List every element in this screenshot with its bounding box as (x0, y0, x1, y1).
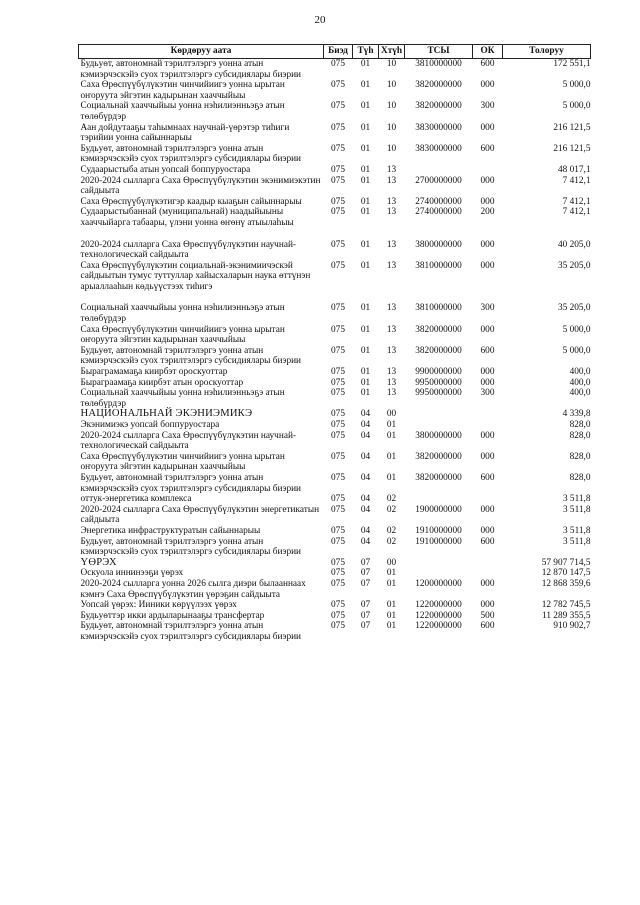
page-number: 20 (314, 14, 326, 26)
table-row (79, 240, 591, 261)
cell-name: Будьуѳт, автономнай тэрилтэлэргэ уонна атын кэмиэрчэскэйэ суох тэрилтэлэргэ субсидиялары биэрии (80, 472, 302, 494)
cell-tsy (405, 494, 473, 505)
cell-bizd: 075 (331, 324, 345, 335)
cell-tuh: 07 (360, 578, 371, 589)
table-row (79, 176, 591, 197)
table-row (79, 261, 591, 304)
cell-htuh: 02 (386, 536, 397, 547)
cell-htuh: 01 (386, 578, 397, 589)
cell-bizd: 075 (331, 59, 345, 69)
cell-tsy: 1200000000 (415, 578, 462, 589)
cell-ok: 200 (480, 207, 495, 218)
header-bizd: Биэд (324, 45, 353, 59)
cell-htuh: 01 (386, 430, 397, 441)
cell-name: Оскуола иннинээҕи үөрэх (80, 568, 184, 579)
cell-tsy: 9950000000 (415, 377, 462, 388)
cell-htuh: 01 (386, 568, 397, 579)
cell-htuh: 10 (386, 122, 397, 133)
cell-tuh: 01 (360, 101, 371, 112)
cell-sum: 828,0 (569, 472, 591, 483)
table-row (79, 303, 591, 324)
cell-ok: 000 (480, 367, 495, 378)
cell-htuh: 00 (386, 409, 397, 420)
cell-ok: 000 (480, 260, 495, 271)
cell-bizd: 075 (331, 196, 345, 207)
cell-name: Будьуѳттэр икки ардыларынааҕы трансфертар (80, 610, 265, 621)
cell-sum: 48 017,1 (557, 164, 591, 175)
cell-sum: 12 870 147,5 (541, 568, 591, 579)
cell-name: 2020-2024 сылларга Саха Ѳрѳспүүбүлүкэтин научнай-технологическай сайдыыта (80, 239, 297, 261)
cell-name: Социальнай хааччыйыы уонна нэһилиэнньэҕэ атын төлөбүрдэр (80, 303, 285, 325)
cell-bizd: 075 (331, 504, 345, 515)
cell-tuh: 04 (360, 525, 371, 536)
cell-name: Будьуѳт, автономнай тэрилтэлэргэ уонна атын кэмиэрчэскэйэ суох тэрилтэлэргэ субсидиялары биэрии (80, 345, 302, 367)
cell-bizd: 075 (331, 207, 345, 218)
cell-tuh: 07 (360, 568, 371, 579)
cell-ok (473, 165, 503, 176)
cell-bizd: 075 (331, 557, 345, 568)
cell-ok: 300 (480, 101, 495, 112)
table-row (79, 101, 591, 122)
cell-htuh: 01 (386, 621, 397, 632)
cell-tsy: 3800000000 (415, 430, 462, 441)
cell-bizd: 075 (331, 367, 345, 378)
cell-ok (473, 494, 503, 505)
cell-bizd: 075 (331, 451, 345, 462)
cell-htuh: 00 (386, 557, 397, 568)
header-tsy: ТСЫ (405, 45, 473, 59)
table-row (79, 558, 591, 569)
cell-name: Судаарыстыбаннай (муниципальнай) наадыйыыны хааччыйарга табаары, үлэни уонна өҥөнү атыылаһыы (80, 207, 294, 228)
cell-name: Экэнимиэкэ уопсай боппуруостара (80, 420, 220, 430)
cell-name: 2020-2024 сылларга Саха Ѳрѳспүүбүлүкэтин научнай-технологическай сайдыыта (80, 430, 297, 452)
cell-ok (473, 568, 503, 579)
cell-htuh: 13 (386, 207, 397, 218)
table-row (79, 144, 591, 165)
cell-tuh: 07 (360, 600, 371, 611)
cell-ok: 600 (480, 536, 495, 547)
cell-tuh: 01 (360, 80, 371, 91)
table-row (79, 611, 591, 622)
cell-bizd: 075 (331, 239, 345, 250)
cell-tsy: 1220000000 (415, 600, 462, 611)
cell-name: Судаарыстыба атын уопсай боппуруостара (80, 164, 251, 175)
cell-htuh: 13 (386, 324, 397, 335)
cell-htuh: 13 (386, 164, 397, 175)
cell-ok: 600 (480, 59, 495, 69)
cell-tuh: 07 (360, 557, 371, 568)
cell-tuh: 01 (360, 207, 371, 218)
cell-tuh: 01 (360, 377, 371, 388)
cell-name: Саха Ѳрѳспүүбүлүкэтин социальнай-экэнимиичэскэй сайдыытын тумус туттуллар хайысхаларын наука өттүнэн арыаллааһын кѳдьүүстээх тиһигэ (80, 260, 311, 292)
cell-ok: 000 (480, 600, 495, 611)
cell-htuh: 13 (386, 196, 397, 207)
cell-htuh: 10 (386, 80, 397, 91)
cell-tsy: 3820000000 (415, 80, 462, 91)
cell-htuh: 13 (386, 367, 397, 378)
cell-tuh: 01 (360, 196, 371, 207)
cell-name: Энергетика инфраструктуратын сайыннарыы (80, 525, 261, 536)
cell-tsy: 2740000000 (415, 196, 462, 207)
cell-name: Аан дойдутааҕы таһымнаах научнай-үөрэтэр тиһиги тэрийии уонна сайыннарыы (80, 122, 290, 144)
cell-tsy: 3800000000 (415, 239, 462, 250)
cell-tsy: 1900000000 (415, 504, 462, 515)
table-row (79, 59, 591, 81)
cell-bizd: 075 (331, 568, 345, 579)
cell-sum: 216 121,5 (553, 143, 591, 154)
cell-htuh: 13 (386, 377, 397, 388)
cell-htuh: 13 (386, 239, 397, 250)
table-row (79, 197, 591, 208)
cell-tuh: 04 (360, 409, 371, 420)
cell-sum: 5 000,0 (562, 101, 591, 112)
cell-ok (473, 420, 503, 431)
cell-tsy: 2700000000 (415, 175, 462, 186)
cell-tuh: 01 (360, 303, 371, 314)
cell-name: Саха Ѳрѳспүүбүлүкэтин чинчийиигэ уонна ырытан оҥоруута эйгэтин кадырынан хааччыйыы (80, 324, 285, 346)
cell-tuh: 07 (360, 621, 371, 632)
cell-tuh: 04 (360, 430, 371, 441)
table-row (79, 600, 591, 611)
cell-tsy (405, 558, 473, 569)
cell-ok: 000 (480, 175, 495, 186)
cell-tuh: 01 (360, 367, 371, 378)
cell-tuh: 04 (360, 536, 371, 547)
cell-htuh: 02 (386, 525, 397, 536)
cell-sum: 828,0 (569, 420, 591, 430)
cell-tsy: 1220000000 (415, 621, 462, 632)
cell-ok: 000 (480, 430, 495, 441)
cell-tsy (405, 568, 473, 579)
table-row (79, 420, 591, 431)
cell-name: 2020-2024 сылларга уонна 2026 сылга диэри былааннаах кэмҥэ Саха Ѳрѳспүүбүлүкэтин үѳрэҕин сайдыыта (80, 578, 306, 600)
cell-sum: 5 000,0 (562, 80, 591, 91)
cell-tuh: 01 (360, 164, 371, 175)
cell-ok: 600 (480, 472, 495, 483)
cell-tsy: 3830000000 (415, 122, 462, 133)
cell-tuh: 01 (360, 175, 371, 186)
budget-table (78, 44, 591, 642)
cell-sum: 216 121,5 (553, 122, 591, 133)
cell-ok: 000 (480, 578, 495, 589)
cell-ok: 000 (480, 504, 495, 515)
cell-sum: 400,0 (569, 367, 591, 378)
cell-tuh: 04 (360, 420, 371, 430)
cell-tsy: 3810000000 (415, 260, 462, 271)
cell-ok: 600 (480, 143, 495, 154)
cell-bizd: 075 (331, 536, 345, 547)
cell-bizd: 075 (331, 420, 345, 430)
cell-bizd: 075 (331, 377, 345, 388)
cell-name: Саха Ѳрѳспүүбүлүкэтин чинчийиигэ уонна ырытан оҥоруута эйгэтин кадырынан хааччыйыы (80, 80, 285, 101)
cell-htuh: 13 (386, 345, 397, 356)
cell-sum: 4 339,8 (562, 409, 591, 420)
cell-htuh: 02 (386, 494, 397, 505)
table-row (79, 409, 591, 420)
table-row (79, 505, 591, 526)
cell-htuh: 02 (386, 504, 397, 515)
table-body (79, 59, 591, 643)
cell-sum: 3 511,8 (562, 536, 591, 547)
cell-htuh: 13 (386, 388, 397, 399)
cell-tuh: 07 (360, 610, 371, 621)
cell-name: Будьуѳт, автономнай тэрилтэлэргэ уонна атын кэмиэрчэскэйэ суох тэрилтэлэргэ субсидиялары биэрии (80, 59, 302, 80)
cell-sum: 7 412,1 (562, 175, 591, 186)
cell-name: Саха Ѳрѳспүүбүлүкэтигэр каадыр кыаҕын сайыннарыы (80, 196, 302, 207)
cell-tuh: 04 (360, 451, 371, 462)
cell-sum: 35 205,0 (557, 260, 591, 271)
cell-sum: 3 511,8 (562, 504, 591, 515)
table-row (79, 325, 591, 346)
table-row (79, 579, 591, 600)
cell-name: Уопсай үөрэх: Ииники кѳрүүлээх үөрэх (80, 600, 237, 611)
cell-tsy: 3820000000 (415, 324, 462, 335)
cell-sum: 7 412,1 (562, 196, 591, 207)
table-row (79, 526, 591, 537)
cell-ok: 000 (480, 122, 495, 133)
cell-bizd: 075 (331, 122, 345, 133)
cell-bizd: 075 (331, 303, 345, 314)
table-row (79, 568, 591, 579)
cell-ok: 000 (480, 239, 495, 250)
cell-sum: 35 205,0 (557, 303, 591, 314)
cell-tsy: 3820000000 (415, 472, 462, 483)
cell-htuh: 13 (386, 175, 397, 186)
cell-name: НАЦИОНАЛЬНАЙ ЭКЭНИЭМИКЭ (80, 408, 253, 420)
cell-tsy (405, 409, 473, 420)
cell-tsy (405, 165, 473, 176)
cell-tuh: 01 (360, 122, 371, 133)
cell-tsy: 9950000000 (415, 388, 462, 399)
cell-name: Будьуѳт, автономнай тэрилтэлэргэ уонна атын кэмиэрчэскэйэ суох тэрилтэлэргэ субсидиялары биэрии (80, 536, 302, 558)
cell-sum: 12 782 745,5 (541, 600, 591, 611)
cell-tuh: 01 (360, 345, 371, 356)
cell-tsy: 3820000000 (415, 345, 462, 356)
cell-name: Саха Ѳрѳспүүбүлүкэтин чинчийиигэ уонна ырытан оҥоруута эйгэтин кадырынан хааччыйыы (80, 451, 285, 473)
cell-bizd: 075 (331, 472, 345, 483)
cell-ok: 500 (480, 610, 495, 621)
cell-sum: 828,0 (569, 451, 591, 462)
cell-tuh: 01 (360, 143, 371, 154)
cell-ok: 000 (480, 377, 495, 388)
cell-bizd: 075 (331, 80, 345, 91)
cell-bizd: 075 (331, 430, 345, 441)
table-row (79, 473, 591, 494)
cell-sum: 910 902,7 (553, 621, 591, 632)
cell-name: Быраграамаҕа киирбэт атын ороскуоттар (80, 377, 244, 388)
cell-bizd: 075 (331, 409, 345, 420)
header-htuh: Хтүһ (379, 45, 405, 59)
cell-tsy: 3810000000 (415, 303, 462, 314)
cell-name: ҮӨРЭХ (80, 556, 117, 568)
header-tuh: Түһ (353, 45, 379, 59)
cell-bizd: 075 (331, 578, 345, 589)
cell-bizd: 075 (331, 345, 345, 356)
cell-bizd: 075 (331, 164, 345, 175)
cell-bizd: 075 (331, 494, 345, 505)
cell-sum: 5 000,0 (562, 345, 591, 356)
cell-tsy (405, 420, 473, 431)
cell-bizd: 075 (331, 525, 345, 536)
cell-bizd: 075 (331, 175, 345, 186)
cell-ok: 000 (480, 451, 495, 462)
table-row (79, 346, 591, 367)
cell-tsy: 3820000000 (415, 451, 462, 462)
cell-tuh: 01 (360, 388, 371, 399)
cell-htuh: 01 (386, 420, 397, 430)
cell-htuh: 13 (386, 260, 397, 271)
cell-htuh: 13 (386, 303, 397, 314)
cell-bizd: 075 (331, 600, 345, 611)
cell-ok (473, 409, 503, 420)
cell-htuh: 01 (386, 600, 397, 611)
cell-htuh: 10 (386, 59, 397, 69)
cell-sum: 5 000,0 (562, 324, 591, 335)
cell-tsy: 1910000000 (415, 536, 462, 547)
cell-sum: 3 511,8 (562, 525, 591, 536)
header-name: Кѳрдѳруу аата (79, 45, 324, 59)
cell-tuh: 01 (360, 59, 371, 69)
cell-ok: 000 (480, 80, 495, 91)
cell-name: Социальнай хааччыйыы уонна нэһилиэнньэҕэ атын төлөбүрдэр (80, 388, 285, 409)
cell-name: 2020-2024 сылларга Саха Ѳрѳспүүбүлүкэтин экэнимиэкэтин сайдыыта (80, 175, 321, 197)
cell-sum: 3 511,8 (562, 494, 591, 505)
cell-sum: 12 868 359,6 (541, 578, 591, 589)
cell-tuh: 04 (360, 472, 371, 483)
cell-bizd: 075 (331, 388, 345, 399)
table-header-row (79, 45, 591, 59)
cell-sum: 172 551,1 (553, 59, 591, 69)
cell-htuh: 01 (386, 610, 397, 621)
cell-tsy: 3820000000 (415, 101, 462, 112)
table-row (79, 388, 591, 409)
table-row (79, 537, 591, 558)
table-row (79, 207, 591, 239)
header-sum: Толоруу (503, 45, 591, 59)
cell-bizd: 075 (331, 610, 345, 621)
cell-tuh: 04 (360, 504, 371, 515)
cell-name: Быраграмамаҕа киирбэт ороскуоттар (80, 367, 228, 378)
table-row (79, 80, 591, 101)
cell-name: Будьуѳт, автономнай тэрилтэлэргэ уонна атын кэмиэрчэскэйэ суох тэрилтэлэргэ субсидиялары биэрии (80, 621, 302, 642)
cell-bizd: 075 (331, 101, 345, 112)
cell-htuh: 01 (386, 451, 397, 462)
cell-tsy: 3830000000 (415, 143, 462, 154)
table-row (79, 494, 591, 505)
cell-bizd: 075 (331, 143, 345, 154)
cell-sum: 828,0 (569, 430, 591, 441)
cell-tuh: 01 (360, 260, 371, 271)
table-row (79, 431, 591, 452)
cell-tuh: 01 (360, 239, 371, 250)
cell-sum: 11 289 355,5 (542, 610, 591, 621)
cell-ok (473, 558, 503, 569)
cell-name: 2020-2024 сылларга Саха Ѳрѳспүүбүлүкэтин энергетикатын сайдыыта (80, 504, 320, 526)
cell-ok: 600 (480, 345, 495, 356)
table-row (79, 367, 591, 378)
cell-sum: 400,0 (569, 377, 591, 388)
cell-sum: 40 205,0 (557, 239, 591, 250)
cell-tsy: 3810000000 (415, 59, 462, 69)
table-row (79, 123, 591, 144)
cell-sum: 7 412,1 (562, 207, 591, 218)
cell-ok: 000 (480, 324, 495, 335)
cell-htuh: 10 (386, 143, 397, 154)
cell-bizd: 075 (331, 621, 345, 632)
cell-ok: 000 (480, 196, 495, 207)
cell-ok: 600 (480, 621, 495, 632)
cell-name: оттук-энергетика комплекса (80, 494, 192, 505)
cell-bizd: 075 (331, 260, 345, 271)
cell-sum: 57 907 714,5 (541, 557, 591, 568)
header-ok: ОК (473, 45, 503, 59)
cell-ok: 300 (480, 388, 495, 399)
cell-tsy: 9900000000 (415, 367, 462, 378)
cell-ok: 300 (480, 303, 495, 314)
table-row (79, 165, 591, 176)
cell-name: Социальнай хааччыйыы уонна нэһилиэнньэҕэ атын төлөбүрдэр (80, 101, 285, 122)
cell-ok: 000 (480, 525, 495, 536)
cell-tsy: 1910000000 (415, 525, 462, 536)
table-row (79, 452, 591, 473)
cell-sum: 400,0 (569, 388, 591, 399)
cell-tsy: 1220000000 (415, 610, 462, 621)
table-row (79, 378, 591, 389)
cell-tuh: 01 (360, 324, 371, 335)
cell-tsy: 2740000000 (415, 207, 462, 218)
cell-name: Будьуѳт, автономнай тэрилтэлэргэ уонна атын кэмиэрчэскэйэ суох тэрилтэлэргэ субсидиялары биэрии (80, 143, 302, 165)
cell-htuh: 10 (386, 101, 397, 112)
table-row (79, 621, 591, 642)
cell-htuh: 01 (386, 472, 397, 483)
cell-tuh: 04 (360, 494, 371, 505)
